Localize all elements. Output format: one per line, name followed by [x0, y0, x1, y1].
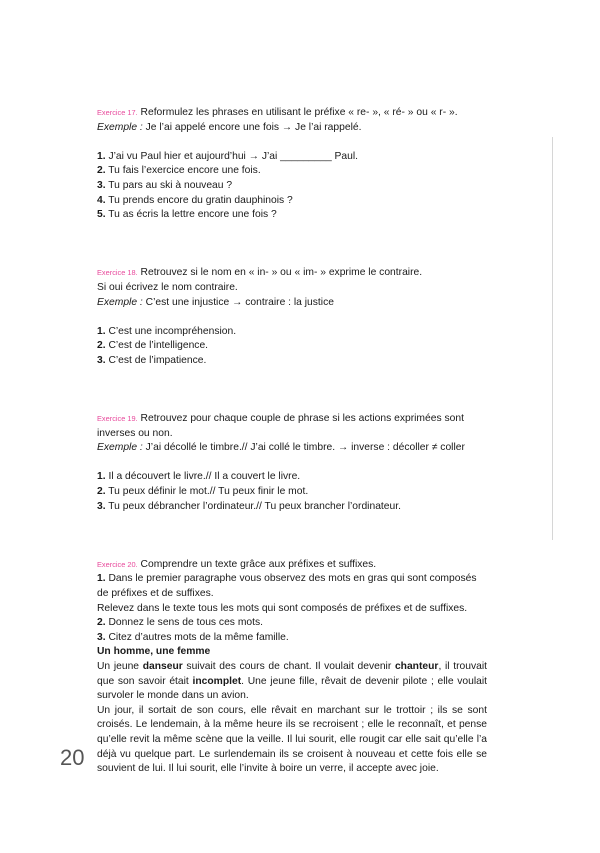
ex18-instruction: Exercice 18. Retrouvez si le nom en « in- » ou « im- » exprime le contraire. [97, 267, 423, 279]
list-item: 2. Tu peux définir le mot.// Tu peux finir le mot. [97, 486, 309, 498]
ex18-label: Exercice 18. [97, 268, 138, 278]
ex19-label: Exercice 19. [97, 414, 138, 424]
page-number: 20 [60, 745, 85, 770]
list-item: 3. Tu peux débrancher l’ordinateur.// Tu peux brancher l’ordinateur. [97, 500, 401, 512]
list-item: 2. Tu fais l’exercice encore une fois. [97, 165, 261, 177]
list-item: 2. C’est de l’intelligence. [97, 340, 209, 352]
margin-rule [552, 137, 553, 540]
list-item: 3. C’est de l’impatience. [97, 354, 207, 366]
list-item: 1. Il a découvert le livre.// Il a couvert le livre. [97, 471, 301, 483]
page-content [97, 106, 487, 777]
list-item: 4. Tu prends encore du gratin dauphinois ? [97, 194, 293, 206]
story-paragraph-2: Un jour, il sortait de son cours, elle rêvait en marchant sur le trottoir ; ils se sont croisés. Le lendemain, à la même heure ils se recroisent ; elle le reconnaît, et pense qu’elle revit la même scène que la veille. Il lui sourit, elle rougit car elle sait qu’elle l’a déjà vu quelque part. Le surlendemain ils se croisent à nouveau et cette fois elle se souvient de lui. Il lui sourit, elle l’invite à boire un verre, il accepte avec joie. [97, 704, 487, 775]
list-item: 1. C’est une incompréhension. [97, 325, 237, 337]
ex19-instruction: Exercice 19. Retrouvez pour chaque couple de phrase si les actions exprimées sont inverses ou non. [97, 413, 464, 439]
ex19-example: Exemple : J’ai décollé le timbre.// J’ai collé le timbre. → inverse : décoller ≠ coller [97, 442, 465, 454]
ex20-question-2: 2. Donnez le sens de tous ces mots. [97, 617, 263, 629]
ex20-question-1-cont: Relevez dans le texte tous les mots qui sont composés de préfixes et de suffixes. [97, 602, 468, 614]
ex17-label: Exercice 17. [97, 108, 138, 117]
story-paragraph-1: Un jeune danseur suivait des cours de chant. Il voulait devenir chanteur, il trouvait que son savoir était incomplet. Une jeune fille, rêvait de devenir pilote ; elle voulait survoler le monde dans un avion. [97, 661, 488, 702]
story-title: Un homme, une femme [97, 646, 211, 658]
list-item: 1. J’ai vu Paul hier et aujourd’hui → J’ai _________ Paul. [97, 150, 359, 162]
ex17-instruction: Exercice 17. Reformulez les phrases en utilisant le préfixe « re- », « ré- » ou « r- ». [97, 107, 458, 118]
ex17-example: Exemple : Je l’ai appelé encore une fois → Je l’ai rappelé. [97, 121, 362, 133]
ex20-instruction: Exercice 20. Comprendre un texte grâce aux préfixes et suffixes. [97, 558, 377, 570]
ex20-label: Exercice 20. [97, 559, 138, 569]
ex18-instruction-2: Si oui écrivez le nom contraire. [97, 281, 238, 293]
list-item: 5. Tu as écris la lettre encore une fois ? [97, 209, 277, 221]
ex20-question-3: 3. Citez d’autres mots de la même famille. [97, 631, 289, 643]
ex18-example: Exemple : C’est une injustice → contraire : la justice [97, 296, 334, 308]
list-item: 3. Tu pars au ski à nouveau ? [97, 179, 233, 191]
ex20-question-1: 1. Dans le premier paragraphe vous observez des mots en gras qui sont composés de préfixes et de suffixes. [97, 573, 477, 600]
